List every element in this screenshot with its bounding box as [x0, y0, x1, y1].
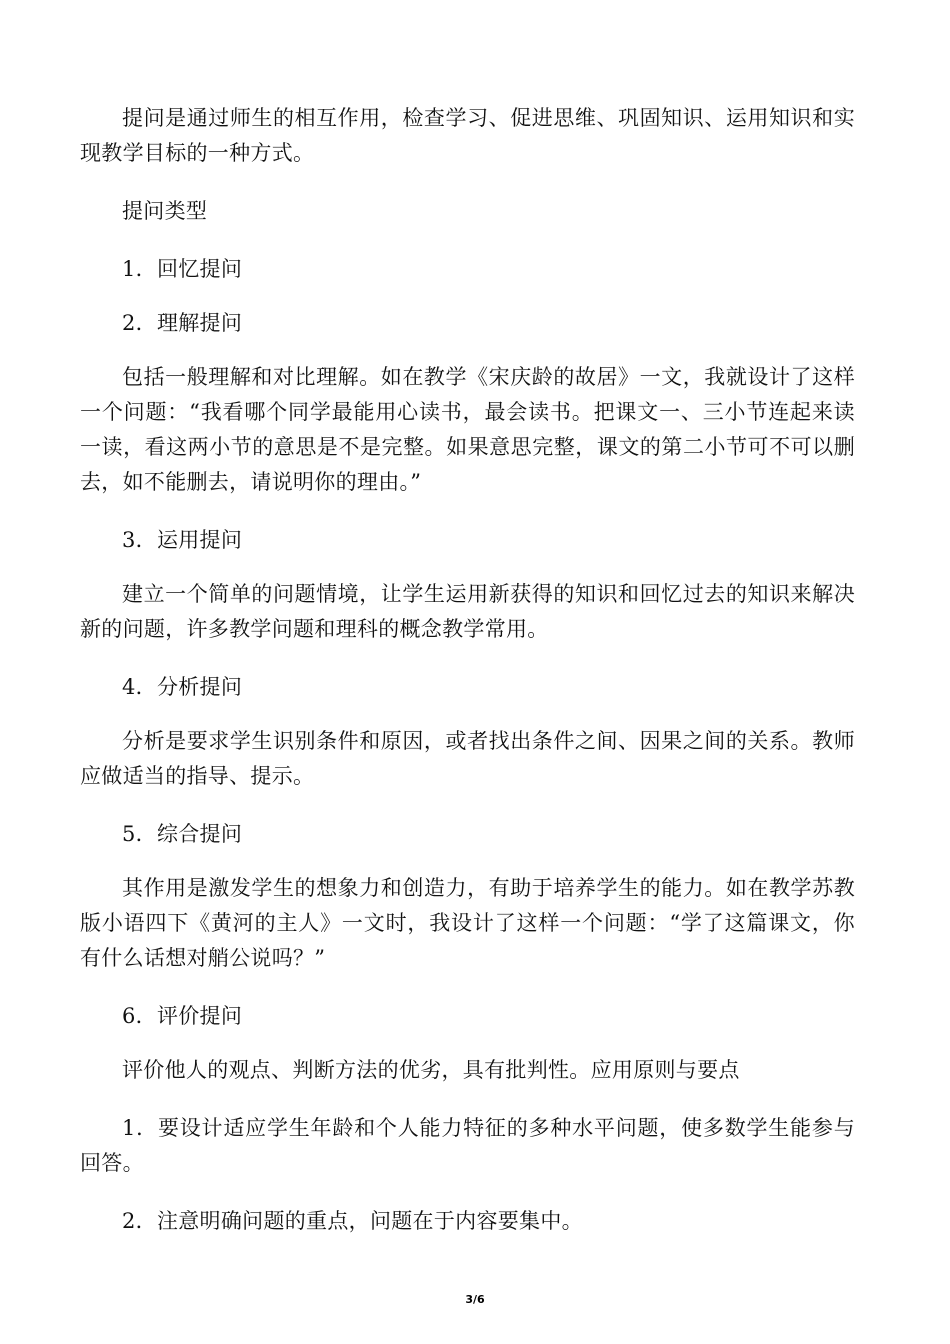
analysis-paragraph: 分析是要求学生识别条件和原因，或者找出条件之间、因果之间的关系。教师应做适当的指导、提示。 [80, 729, 855, 788]
list-item-analysis-question: 4．分析提问 [122, 675, 243, 699]
document-body [80, 101, 855, 1239]
evaluation-paragraph: 评价他人的观点、判断方法的优劣，具有批判性。应用原则与要点 [122, 1058, 740, 1082]
section-heading-question-types: 提问类型 [122, 199, 208, 223]
principle-item-1: 1．要设计适应学生年龄和个人能力特征的多种水平问题，使多数学生能参与回答。 [80, 1116, 855, 1175]
list-item-application-question: 3．运用提问 [122, 528, 243, 552]
application-paragraph: 建立一个简单的问题情境，让学生运用新获得的知识和回忆过去的知识来解决新的问题，许多教学问题和理科的概念教学常用。 [80, 582, 855, 641]
list-item-comprehension-question: 2．理解提问 [122, 311, 243, 335]
principle-item-2: 2．注意明确问题的重点，问题在于内容要集中。 [122, 1209, 583, 1233]
list-item-evaluation-question: 6．评价提问 [122, 1004, 243, 1028]
intro-paragraph: 提问是通过师生的相互作用，检查学习、促进思维、巩固知识、运用知识和实现教学目标的一种方式。 [80, 106, 855, 165]
comprehension-paragraph: 包括一般理解和对比理解。如在教学《宋庆龄的故居》一文，我就设计了这样一个问题：“我看哪个同学最能用心读书，最会读书。把课文一、三小节连起来读一读，看这两小节的意思是不是完整。如果意思完整，课文的第二小节可不可以删去，如不能删去，请说明你的理由。” [80, 365, 855, 494]
list-item-synthesis-question: 5．综合提问 [122, 822, 243, 846]
list-item-recall-question: 1．回忆提问 [122, 257, 243, 281]
synthesis-paragraph: 其作用是激发学生的想象力和创造力，有助于培养学生的能力。如在教学苏教版小语四下《黄河的主人》一文时，我设计了这样一个问题：“学了这篇课文，你有什么话想对艄公说吗？” [80, 876, 855, 970]
page-number: 3/6 [465, 1293, 485, 1306]
